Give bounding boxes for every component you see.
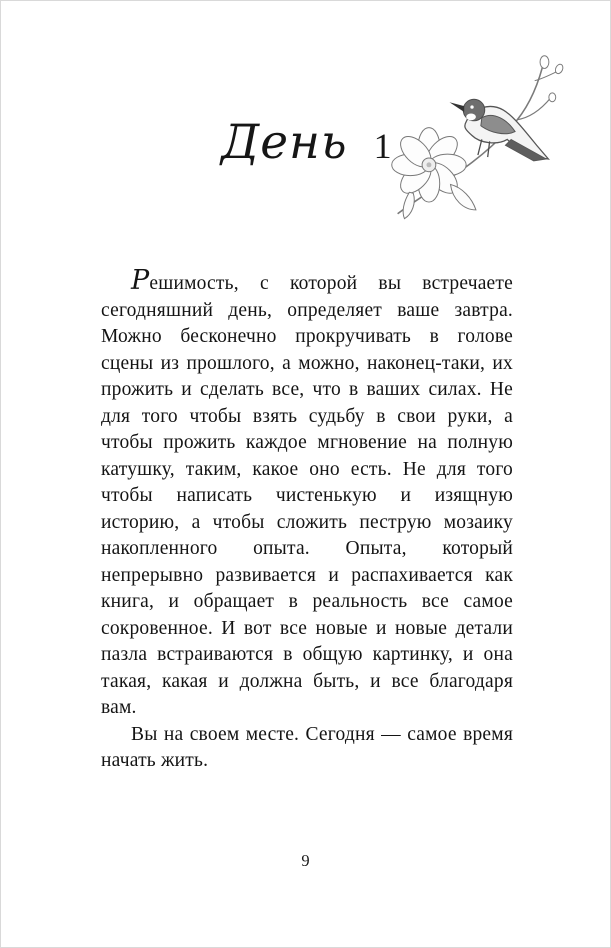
paragraph bbox=[101, 722, 513, 775]
bird-flower-illustration bbox=[380, 49, 566, 221]
paragraph-text: Вы на своем месте. Сегодня — самое время начать жить. bbox=[101, 723, 513, 771]
chapter-title: День bbox=[221, 115, 348, 170]
paragraph bbox=[101, 267, 513, 722]
page-number: 9 bbox=[301, 851, 310, 870]
drop-cap: Р bbox=[131, 265, 150, 296]
body-text bbox=[101, 267, 513, 775]
chapter-number: 1 bbox=[373, 126, 392, 166]
chapter-heading bbox=[221, 115, 392, 170]
paragraph-text: ешимость, с которой вы встречаете сегодняшний день, определяет ваше завтра. Можно бесконечно прокручивать в голове сцены из прошлого, а можно, наконец-таки, их прожить и сделать все, что в ваших силах. Не для того чтобы взять судьбу в свои руки, а чтобы прожить каждое мгновение на полную катушку, таким, какое оно есть. Не для того чтобы написать чистенькую и изящную историю, а чтобы сложить пеструю мозаику накопленного опыта. Опыта, который непрерывно развивается и распахивается как книга, и обращает в реальность все самое сокровенное. И вот все новые и новые детали пазла встраиваются в общую картинку, и она такая, какая и должна быть, и все благодаря вам. bbox=[101, 273, 513, 718]
